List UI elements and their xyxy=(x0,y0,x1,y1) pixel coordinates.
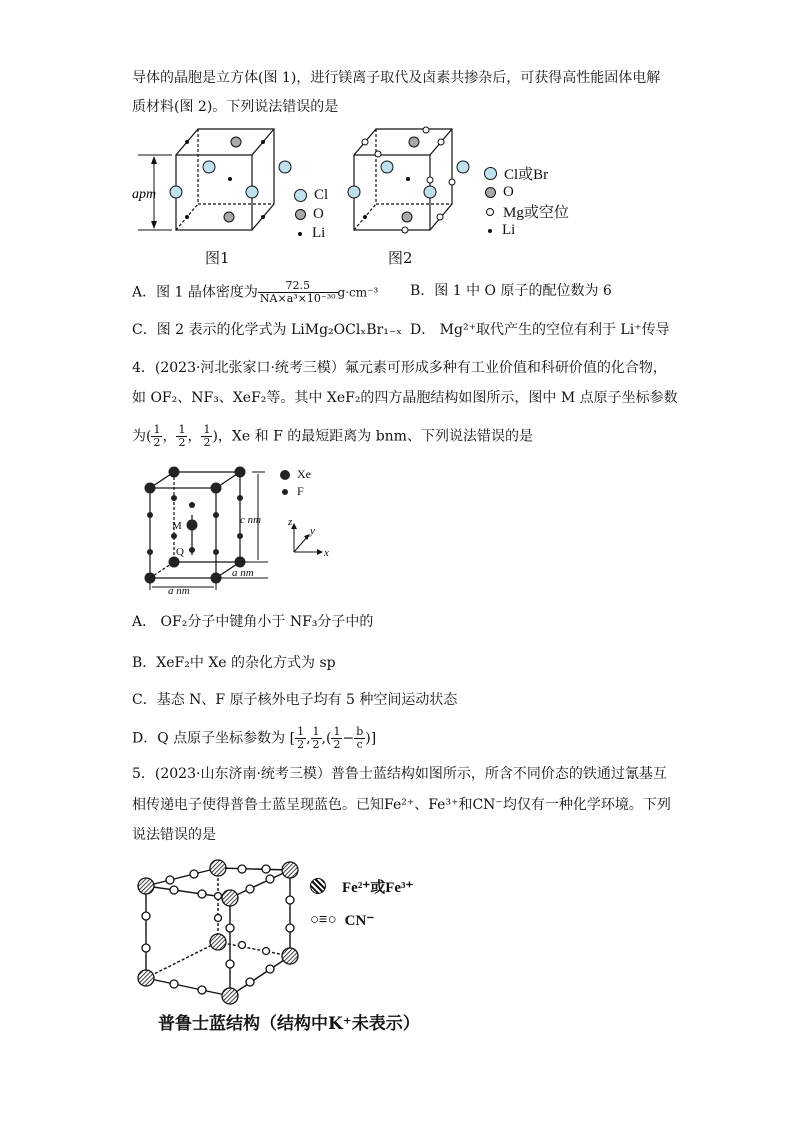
fig1-dim-label: apm xyxy=(132,187,157,202)
q4-option-a: A． OF₂分子中键角小于 NF₃分子中的 xyxy=(132,614,374,630)
cl-br-swatch xyxy=(484,167,497,180)
mg-vacancy-swatch xyxy=(486,208,494,216)
q4-option-b: B．XeF₂中 Xe 的杂化方式为 sp xyxy=(132,655,336,671)
q3-option-b: B．图 1 中 O 原子的配位数为 6 xyxy=(410,283,612,299)
frac-num: b xyxy=(356,725,364,738)
f-swatch xyxy=(282,489,288,495)
legend-li: Li xyxy=(502,222,516,238)
legend-f: F xyxy=(297,484,304,498)
label-m: M xyxy=(172,520,182,532)
axis-x: x xyxy=(324,547,329,559)
frac-num: 1 xyxy=(333,725,341,738)
li-swatch xyxy=(488,229,492,233)
prussian-legend xyxy=(310,874,413,932)
q3-intro-line1: 导体的晶胞是立方体(图 1)，进行镁离子取代及卤素共掺杂后，可获得高性能固体电解 xyxy=(132,70,661,86)
q-coord-x xyxy=(295,726,306,751)
density-unit: g·cm⁻³ xyxy=(337,285,379,300)
q4-line3-pre: 为( xyxy=(132,428,152,445)
fraction-denominator: NA×a³×10⁻³⁰ xyxy=(259,292,336,305)
legend-fe: Fe²⁺或Fe³⁺ xyxy=(342,879,414,896)
xe-swatch xyxy=(280,470,290,480)
q3-intro-line2: 质材料(图 2)。下列说法错误的是 xyxy=(132,99,339,115)
q4-line2: 如 OF₂、NF₃、XeF₂等。其中 XeF₂的四方晶胞结构如图所示，图中 M 点原子坐标参数 xyxy=(132,390,678,406)
q5-line3: 说法错误的是 xyxy=(132,827,216,843)
q3-option-a xyxy=(132,280,378,305)
cn-swatch-icon: ○≡○ xyxy=(310,911,337,928)
prussian-blue-caption: 普鲁士蓝结构（结构中K⁺未表示） xyxy=(158,1014,420,1034)
frac-den: 2 xyxy=(297,738,305,751)
q-coord-z-bc xyxy=(354,726,365,751)
legend-li: Li xyxy=(312,225,326,241)
q-coord-y xyxy=(311,726,322,751)
axis-z: z xyxy=(288,516,293,528)
m-coordinate-z xyxy=(201,424,212,449)
frac-num: 1 xyxy=(203,423,211,436)
o-swatch xyxy=(485,187,496,198)
q3-option-c: C．图 2 表示的化学式为 LiMg₂OClₓBr₁₋ₓ xyxy=(132,322,403,338)
frac-den: 2 xyxy=(153,436,161,449)
li-swatch xyxy=(298,232,302,236)
m-coordinate-y xyxy=(176,424,187,449)
legend-cl-br: Cl或Br xyxy=(504,167,549,183)
fig1-legend xyxy=(294,186,328,243)
figure-2-doped-cell xyxy=(342,122,482,237)
q4-option-c: C．基态 N、F 原子核外电子均有 5 种空间运动状态 xyxy=(132,692,458,708)
frac-den: c xyxy=(356,738,363,751)
q3-option-d: D． Mg²⁺取代产生的空位有利于 Li⁺传导 xyxy=(410,322,670,338)
frac-num: 1 xyxy=(178,423,186,436)
fraction-numerator: 72.5 xyxy=(258,280,338,293)
q5-line2: 相传递电子使得普鲁士蓝呈现蓝色。已知Fe²⁺、Fe³⁺和CN⁻均仅有一种化学环境。下列 xyxy=(132,797,671,813)
label-q: Q xyxy=(176,546,184,558)
q4-option-d-text: D．Q 点原子坐标参数为 xyxy=(132,730,286,747)
fig2-legend xyxy=(484,164,569,240)
fig2-caption: 图2 xyxy=(388,249,413,267)
legend-mg: Mg或空位 xyxy=(503,205,569,221)
fig1-caption: 图1 xyxy=(205,249,230,267)
label-a-nm-right: a nm xyxy=(232,567,254,579)
frac-den: 2 xyxy=(178,436,186,449)
q4-line3: 为( $\frac{1}{2}$ ， $\frac{1}{2}$ ， $\frac{1}{2}$ )，Xe 和 F 的最短距离为 bnm、下列说法错误的是 xyxy=(132,423,533,449)
legend-cn: CN⁻ xyxy=(344,912,375,929)
frac-num: 1 xyxy=(153,423,161,436)
legend-cl: Cl xyxy=(314,187,329,203)
o-swatch xyxy=(295,209,306,220)
frac-num: 1 xyxy=(312,725,320,738)
q3-option-a-text: A．图 1 晶体密度为 xyxy=(132,284,258,301)
cl-swatch xyxy=(294,189,307,202)
legend-xe: Xe xyxy=(297,467,311,481)
legend-o: O xyxy=(503,184,514,200)
label-a-nm-bottom: a nm xyxy=(168,585,190,595)
frac-den: 2 xyxy=(333,738,341,751)
q4-option-d: D．Q 点原子坐标参数为 [ $\frac{1}{2}$ , $\frac{1}{2}$ ,( $\frac{1}{2}$ − $\frac{b}{c}$ )] xyxy=(132,725,377,751)
label-c-nm: c nm xyxy=(240,514,262,526)
q4-line1: 4．(2023·河北张家口·统考三模）氟元素可形成多种有工业价值和科研价值的化合物， xyxy=(132,360,667,376)
fe-swatch xyxy=(310,878,326,894)
axis-y: y xyxy=(310,525,315,537)
m-coordinate-x xyxy=(151,424,162,449)
frac-den: 2 xyxy=(203,436,211,449)
q5-line1: 5．(2023·山东济南·统考三模）普鲁士蓝结构如图所示，所含不同价态的铁通过氰基互 xyxy=(132,766,667,782)
q-coord-z-half xyxy=(331,726,342,751)
frac-num: 1 xyxy=(297,725,305,738)
frac-den: 2 xyxy=(312,738,320,751)
legend-o: O xyxy=(313,206,324,222)
axes-icon xyxy=(282,514,342,562)
density-fraction xyxy=(258,280,338,305)
xef2-legend xyxy=(280,466,311,500)
q4-line3-post: )，Xe 和 F 的最短距离为 bnm、下列说法错误的是 xyxy=(212,428,533,445)
prussian-blue-structure xyxy=(130,856,330,1006)
